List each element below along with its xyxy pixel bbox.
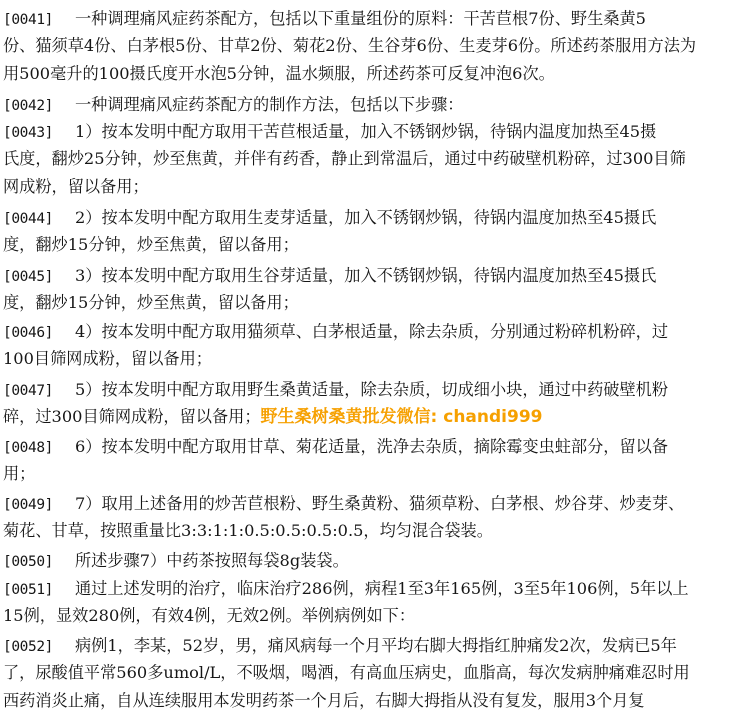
paragraph-0048	[3, 433, 747, 488]
paragraph-number: [0042]	[3, 98, 53, 114]
paragraph-line: 份、猫须草4份、白茅根5份、甘草2份、菊花2份、生谷芽6份、生麦芽6份。所述药茶服用方法为	[3, 36, 697, 56]
paragraph-text: 6）按本发明中配方取用甘草、菊花适量，洗净去杂质，摘除霉变虫蛀部分，留以备	[75, 437, 669, 456]
paragraph-0049	[3, 490, 747, 545]
paragraph-line	[3, 433, 747, 460]
paragraph-line	[3, 5, 747, 32]
paragraph-text: 病例1，李某，52岁，男，痛风病每一个月平均右脚大拇指红肿痛发2次，发病已5年	[75, 636, 677, 655]
paragraph-line	[3, 632, 747, 659]
paragraph-line	[3, 547, 747, 574]
paragraph-line: 度，翻炒15分钟，炒至焦黄，留以备用；	[3, 293, 299, 313]
paragraph-number: [0050]	[3, 554, 53, 570]
paragraph-line: 用500毫升的100摄氏度开水泡5分钟，温水频服，所述药茶可反复冲泡6次。	[3, 63, 555, 83]
paragraph-number: [0052]	[3, 639, 53, 655]
paragraph-line	[3, 204, 747, 231]
paragraph-line: 了，尿酸值平常560多umol/L，不吸烟，喝酒，有高血压病史，血脂高，每次发病肿痛难忍时用	[3, 663, 690, 683]
paragraph-0046	[3, 318, 747, 373]
paragraph-0044	[3, 204, 747, 259]
paragraph-line	[3, 490, 747, 517]
paragraph-number: [0043]	[3, 125, 53, 141]
paragraph-0043	[3, 118, 747, 200]
paragraph-line	[3, 91, 747, 118]
paragraph-number: [0047]	[3, 383, 53, 399]
paragraph-line	[3, 118, 747, 145]
paragraph-line: 菊花、甘草，按照重量比3:3:1:1:0.5:0.5:0.5:0.5，均匀混合袋装。	[3, 521, 493, 541]
paragraph-line	[3, 403, 747, 430]
paragraph-text: 4）按本发明中配方取用猫须草、白茅根适量，除去杂质，分别通过粉碎机粉碎，过	[75, 322, 669, 341]
paragraph-text: 所述步骤7）中药茶按照每袋8g装袋。	[75, 551, 349, 570]
paragraph-number: [0048]	[3, 440, 53, 456]
paragraph-line	[3, 575, 747, 602]
paragraph-text: 碎，过300目筛网成粉，留以备用；	[3, 407, 261, 427]
paragraph-number: [0046]	[3, 325, 53, 341]
paragraph-number: [0045]	[3, 269, 53, 285]
paragraph-text: 1）按本发明中配方取用干苦苣根适量，加入不锈钢炒锅，待锅内温度加热至45摄	[75, 122, 657, 141]
paragraph-0042	[3, 91, 747, 118]
paragraph-0051	[3, 575, 747, 630]
paragraph-line: 15例，显效280例，有效4例，无效2例。举例病例如下：	[3, 606, 416, 626]
paragraph-line: 度，翻炒15分钟，炒至焦黄，留以备用；	[3, 235, 299, 255]
paragraph-text: 一种调理痛风症药茶配方的制作方法，包括以下步骤：	[75, 95, 464, 114]
paragraph-0045	[3, 262, 747, 317]
paragraph-text: 3）按本发明中配方取用生谷芽适量，加入不锈钢炒锅，待锅内温度加热至45摄氏	[75, 266, 657, 285]
paragraph-number: [0051]	[3, 582, 53, 598]
paragraph-text: 通过上述发明的治疗，临床治疗286例，病程1至3年165例，3至5年106例，5年以上	[75, 579, 689, 598]
paragraph-line	[3, 376, 747, 403]
paragraph-text: 5）按本发明中配方取用野生桑黄适量，除去杂质，切成细小块，通过中药破壁机粉	[75, 380, 669, 399]
paragraph-text: 7）取用上述备用的炒苦苣根粉、野生桑黄粉、猫须草粉、白茅根、炒谷芽、炒麦芽、	[75, 494, 685, 513]
paragraph-line	[3, 318, 747, 345]
paragraph-text: 一种调理痛风症药茶配方，包括以下重量组份的原料：干苦苣根7份、野生桑黄5	[75, 9, 646, 28]
paragraph-number: [0044]	[3, 211, 53, 227]
paragraph-line: 网成粉，留以备用；	[3, 176, 149, 196]
paragraph-0050	[3, 547, 747, 574]
paragraph-line: 氏度，翻炒25分钟，炒至焦黄，并伴有药香，静止到常温后，通过中药破壁机粉碎，过300目筛	[3, 149, 686, 169]
paragraph-line: 用；	[3, 464, 36, 484]
paragraph-text: 2）按本发明中配方取用生麦芽适量，加入不锈钢炒锅，待锅内温度加热至45摄氏	[75, 208, 657, 227]
paragraph-line: 西药消炎止痛，自从连续服用本发明药茶一个月后，右脚大拇指从没有复发，服用3个月复	[3, 690, 645, 710]
paragraph-number: [0041]	[3, 12, 53, 28]
paragraph-0041	[3, 5, 747, 87]
paragraph-line: 100目筛网成粉，留以备用；	[3, 349, 212, 369]
watermark-text: 野生桑树桑黄批发微信: chandi999	[260, 407, 543, 428]
paragraph-line	[3, 262, 747, 289]
paragraph-0047	[3, 376, 747, 431]
paragraph-number: [0049]	[3, 497, 53, 513]
paragraph-0052	[3, 632, 747, 714]
